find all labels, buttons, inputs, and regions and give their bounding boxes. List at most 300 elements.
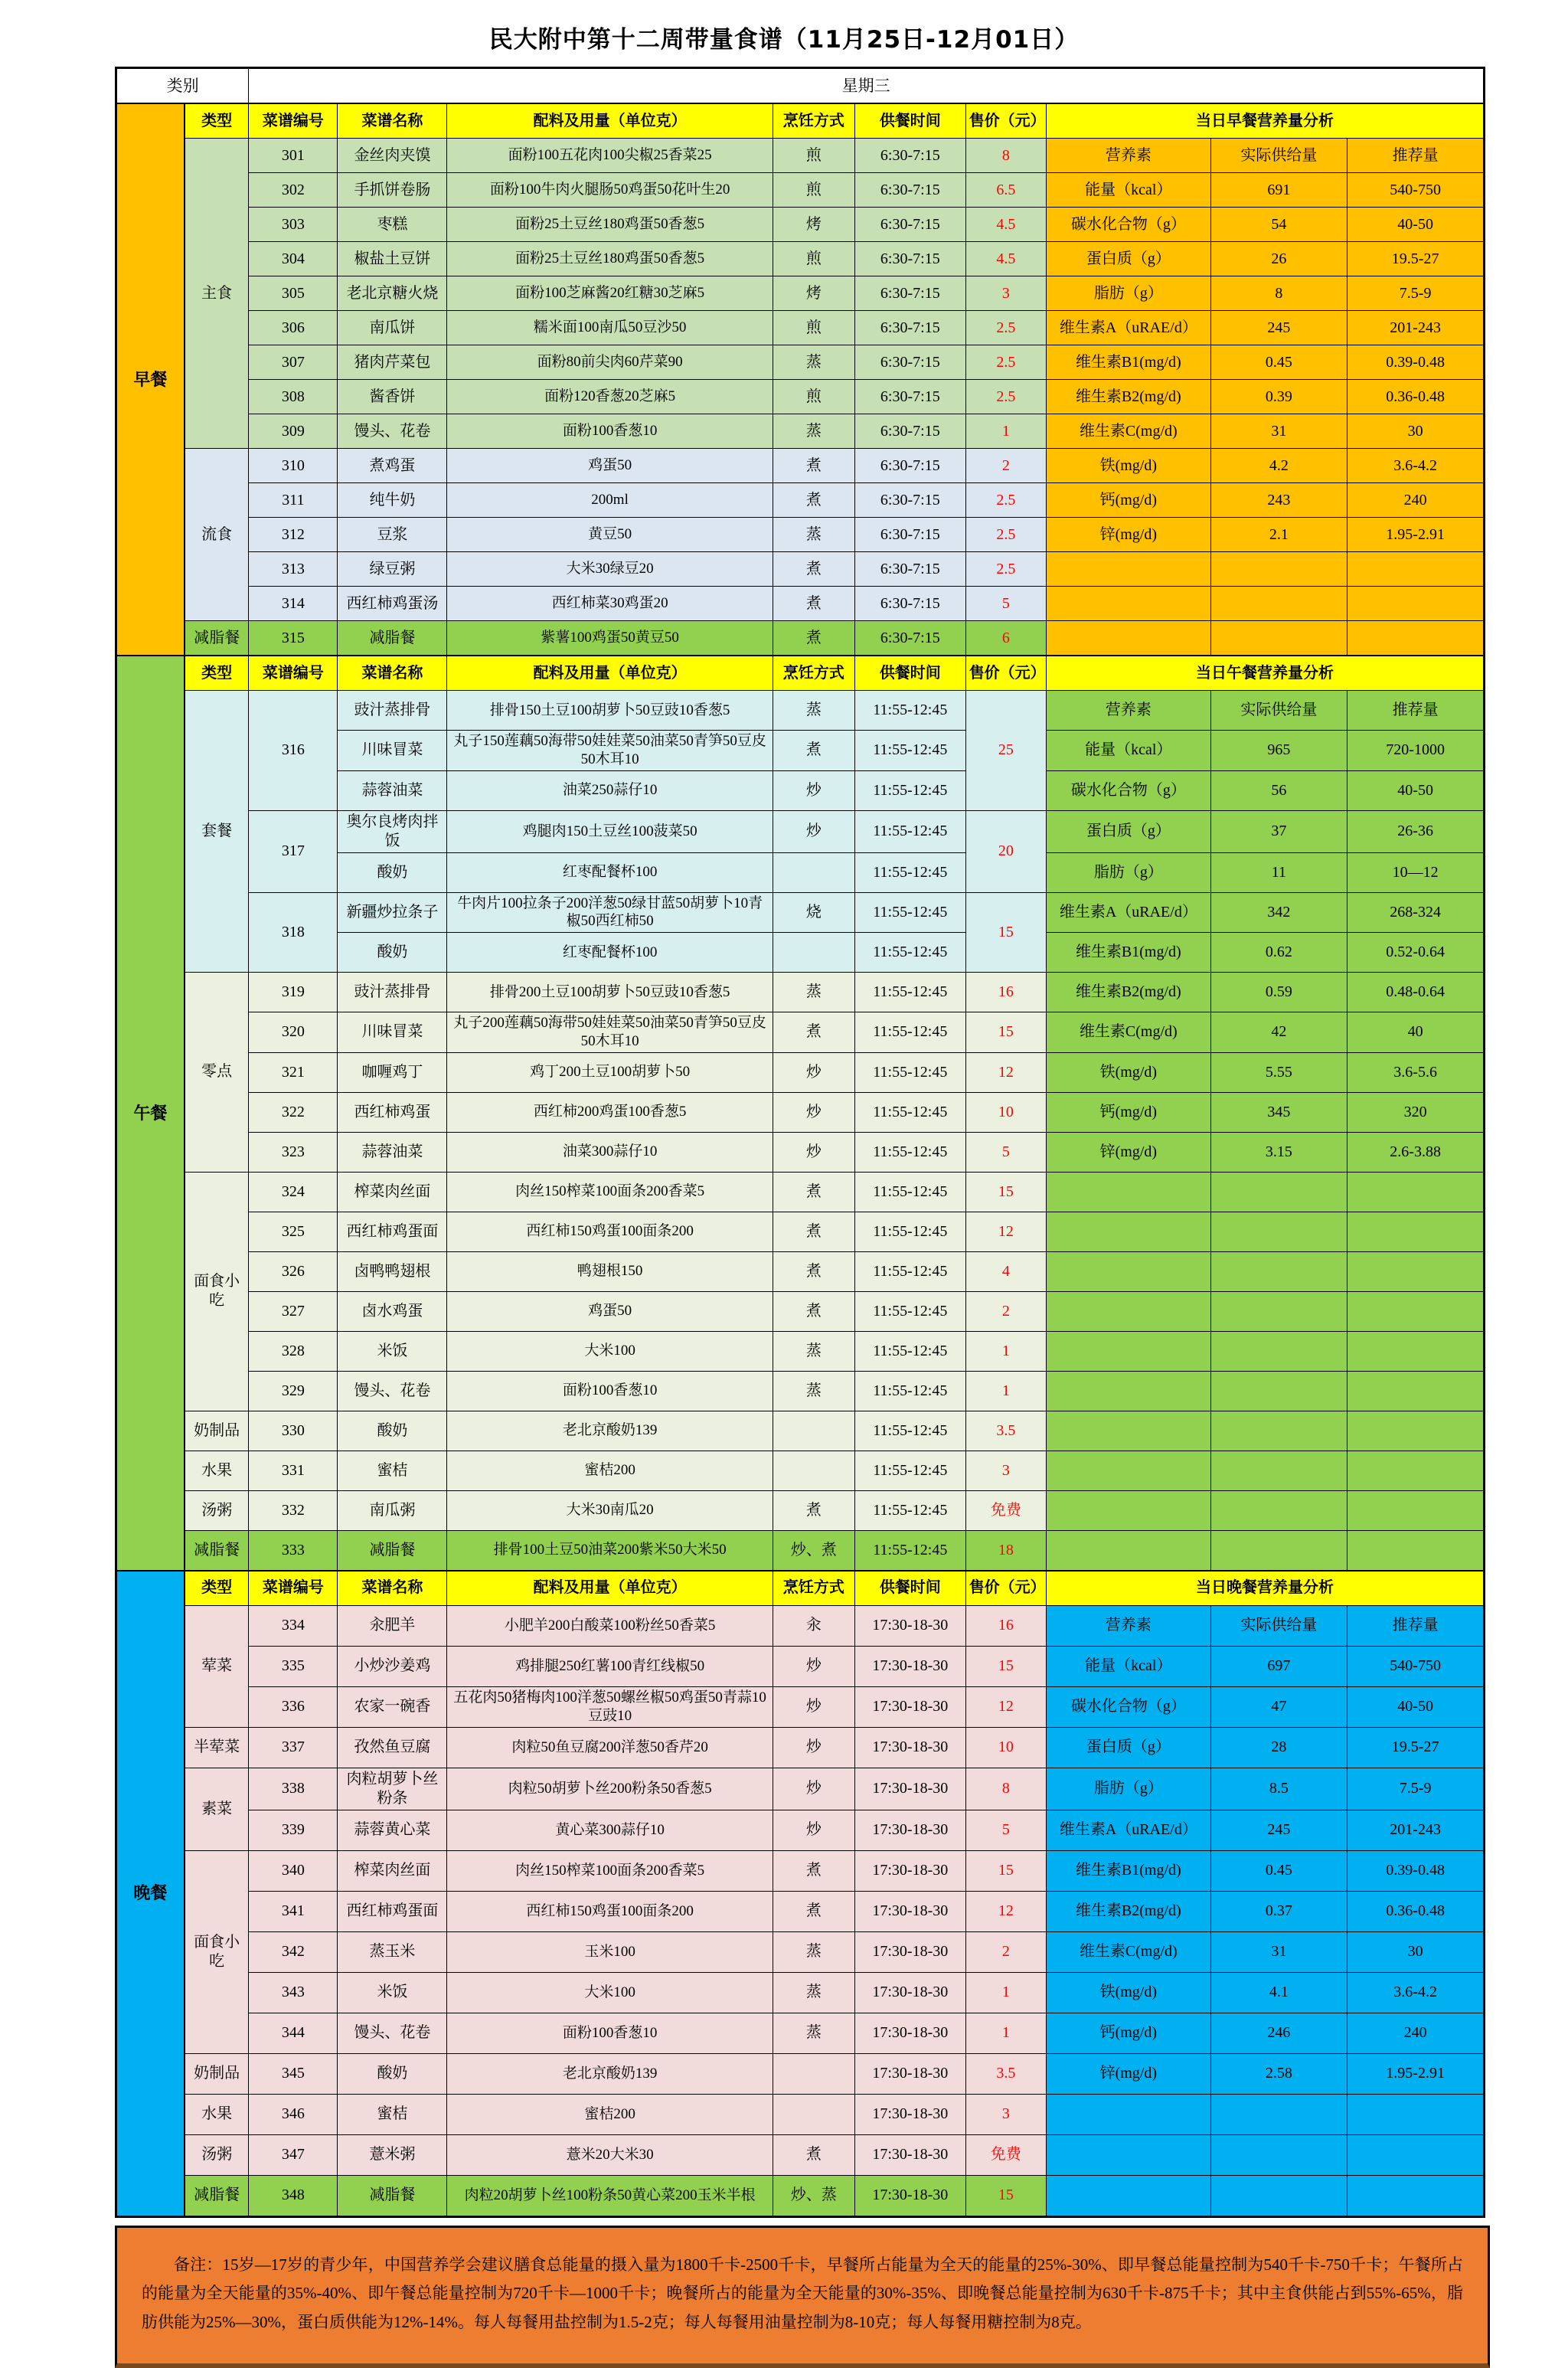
cooking-method: 蒸 bbox=[773, 518, 854, 552]
nutrition-empty bbox=[1047, 552, 1210, 587]
nutrient-recommended: 720-1000 bbox=[1348, 731, 1485, 771]
dish-name: 米饭 bbox=[338, 1331, 447, 1371]
dish-name: 纯牛奶 bbox=[338, 483, 447, 518]
dish-ingredients: 油菜250蒜仔10 bbox=[447, 770, 773, 810]
type-label: 减脂餐 bbox=[185, 2175, 249, 2216]
type-label: 主食 bbox=[185, 139, 249, 449]
dish-name: 农家一碗香 bbox=[338, 1686, 447, 1727]
dish-ingredients: 西红柿150鸡蛋100面条200 bbox=[447, 1891, 773, 1931]
dish-ingredients: 牛肉片100拉条子200洋葱50绿甘蓝50胡萝卜10青椒50西红柿50 bbox=[447, 892, 773, 933]
nutrition-empty bbox=[1047, 587, 1210, 621]
nutrition-empty bbox=[1210, 2094, 1348, 2134]
dish-id: 320 bbox=[249, 1012, 338, 1053]
col-header-name: 菜谱名称 bbox=[338, 656, 447, 691]
nutrient-recommended: 0.36-0.48 bbox=[1348, 1891, 1485, 1931]
price: 2.5 bbox=[965, 311, 1046, 345]
nutrient-actual: 246 bbox=[1210, 2013, 1348, 2053]
nutrient-recommended: 201-243 bbox=[1348, 1810, 1485, 1850]
dish-id: 319 bbox=[249, 973, 338, 1012]
dish-name: 川味冒菜 bbox=[338, 731, 447, 771]
nutrition-empty bbox=[1348, 1291, 1485, 1331]
dish-id: 324 bbox=[249, 1172, 338, 1212]
cooking-method: 煎 bbox=[773, 242, 854, 276]
nutrition-empty bbox=[1210, 621, 1348, 656]
nutrient-name: 维生素B1(mg/d) bbox=[1047, 345, 1210, 380]
dish-id: 344 bbox=[249, 2013, 338, 2053]
serving-time: 11:55-12:45 bbox=[854, 731, 965, 771]
price: 3.5 bbox=[965, 2053, 1046, 2094]
price: 3.5 bbox=[965, 1411, 1046, 1451]
serving-time: 6:30-7:15 bbox=[854, 449, 965, 483]
dish-name: 咖喱鸡丁 bbox=[338, 1052, 447, 1092]
dish-ingredients: 玉米100 bbox=[447, 1931, 773, 1972]
cooking-method: 蒸 bbox=[773, 691, 854, 731]
nutrition-col-header-1: 实际供给量 bbox=[1210, 691, 1348, 731]
dish-id: 314 bbox=[249, 587, 338, 621]
dish-id: 308 bbox=[249, 380, 338, 414]
type-label: 减脂餐 bbox=[185, 1530, 249, 1571]
dish-ingredients: 鸡排腿250红薯100青红线椒50 bbox=[447, 1646, 773, 1686]
nutrient-actual: 26 bbox=[1210, 242, 1348, 276]
nutrient-recommended: 40-50 bbox=[1348, 770, 1485, 810]
col-header-name: 菜谱名称 bbox=[338, 103, 447, 139]
nutrient-recommended: 0.36-0.48 bbox=[1348, 380, 1485, 414]
dish-ingredients: 大米30绿豆20 bbox=[447, 552, 773, 587]
dish-id: 337 bbox=[249, 1727, 338, 1768]
dish-ingredients: 面粉80前尖肉60芹菜90 bbox=[447, 345, 773, 380]
cooking-method: 煎 bbox=[773, 173, 854, 208]
nutrient-recommended: 19.5-27 bbox=[1348, 1727, 1485, 1768]
dish-ingredients: 鸡腿肉150土豆丝100菠菜50 bbox=[447, 810, 773, 852]
dish-ingredients: 面粉100香葱10 bbox=[447, 414, 773, 449]
serving-time: 11:55-12:45 bbox=[854, 1291, 965, 1331]
nutrient-recommended: 40-50 bbox=[1348, 208, 1485, 242]
dish-name: 奥尔良烤肉拌饭 bbox=[338, 810, 447, 852]
nutrient-recommended: 30 bbox=[1348, 1931, 1485, 1972]
dish-ingredients: 面粉100芝麻酱20红糖30芝麻5 bbox=[447, 276, 773, 311]
nutrition-empty bbox=[1210, 1451, 1348, 1490]
dish-name: 馒头、花卷 bbox=[338, 414, 447, 449]
analysis-header: 当日晚餐营养量分析 bbox=[1047, 1571, 1485, 1606]
nutrient-recommended: 0.48-0.64 bbox=[1348, 973, 1485, 1012]
col-header-method: 烹饪方式 bbox=[773, 1571, 854, 1606]
meal-label: 午餐 bbox=[116, 656, 185, 1571]
dish-id: 345 bbox=[249, 2053, 338, 2094]
cooking-method: 蒸 bbox=[773, 1371, 854, 1411]
nutrient-recommended: 40-50 bbox=[1348, 1686, 1485, 1727]
cooking-method bbox=[773, 2053, 854, 2094]
footer-note bbox=[115, 2226, 1490, 2368]
cooking-method: 蒸 bbox=[773, 1931, 854, 1972]
price: 2.5 bbox=[965, 345, 1046, 380]
dish-ingredients: 肉丝150榨菜100面条200香菜5 bbox=[447, 1172, 773, 1212]
dish-ingredients: 油菜300蒜仔10 bbox=[447, 1132, 773, 1172]
nutrient-name: 脂肪（g） bbox=[1047, 276, 1210, 311]
nutrient-name: 维生素B2(mg/d) bbox=[1047, 1891, 1210, 1931]
nutrient-recommended: 1.95-2.91 bbox=[1348, 518, 1485, 552]
dish-name: 老北京糖火烧 bbox=[338, 276, 447, 311]
price: 2.5 bbox=[965, 380, 1046, 414]
nutrition-empty bbox=[1047, 621, 1210, 656]
nutrition-empty bbox=[1348, 2094, 1485, 2134]
dish-id: 326 bbox=[249, 1251, 338, 1291]
dish-name: 椒盐土豆饼 bbox=[338, 242, 447, 276]
nutrient-recommended: 19.5-27 bbox=[1348, 242, 1485, 276]
serving-time: 6:30-7:15 bbox=[854, 139, 965, 173]
nutrient-actual: 342 bbox=[1210, 892, 1348, 933]
cooking-method: 炒、煮 bbox=[773, 1530, 854, 1571]
col-header-time: 供餐时间 bbox=[854, 656, 965, 691]
serving-time: 6:30-7:15 bbox=[854, 311, 965, 345]
nutrition-empty bbox=[1047, 2094, 1210, 2134]
cooking-method: 炒 bbox=[773, 1052, 854, 1092]
dish-id: 343 bbox=[249, 1972, 338, 2013]
col-header-ingredients: 配料及用量（单位克） bbox=[447, 103, 773, 139]
nutrition-empty bbox=[1348, 1212, 1485, 1251]
nutrient-name: 钙(mg/d) bbox=[1047, 2013, 1210, 2053]
serving-time: 6:30-7:15 bbox=[854, 552, 965, 587]
serving-time: 17:30-18-30 bbox=[854, 1727, 965, 1768]
price: 10 bbox=[965, 1092, 1046, 1132]
price: 1 bbox=[965, 414, 1046, 449]
dish-ingredients: 西红柿菜30鸡蛋20 bbox=[447, 587, 773, 621]
price: 4.5 bbox=[965, 208, 1046, 242]
dish-ingredients: 丸子150莲藕50海带50娃娃菜50油菜50青笋50豆皮50木耳10 bbox=[447, 731, 773, 771]
dish-ingredients: 面粉100五花肉100尖椒25香菜25 bbox=[447, 139, 773, 173]
nutrition-empty bbox=[1210, 1172, 1348, 1212]
price: 2.5 bbox=[965, 552, 1046, 587]
dish-ingredients: 蜜桔200 bbox=[447, 2094, 773, 2134]
nutrition-empty bbox=[1348, 621, 1485, 656]
cooking-method bbox=[773, 852, 854, 892]
dish-id: 311 bbox=[249, 483, 338, 518]
nutrient-name: 能量（kcal） bbox=[1047, 731, 1210, 771]
dish-id: 338 bbox=[249, 1768, 338, 1810]
nutrition-col-header-1: 实际供给量 bbox=[1210, 139, 1348, 173]
dish-ingredients: 排骨150土豆100胡萝卜50豆豉10香葱5 bbox=[447, 691, 773, 731]
dish-id: 304 bbox=[249, 242, 338, 276]
dish-ingredients: 五花肉50猪梅肉100洋葱50螺丝椒50鸡蛋50青蒜10豆豉10 bbox=[447, 1686, 773, 1727]
nutrient-actual: 31 bbox=[1210, 1931, 1348, 1972]
dish-name: 薏米粥 bbox=[338, 2134, 447, 2175]
cooking-method: 蒸 bbox=[773, 414, 854, 449]
dish-id: 305 bbox=[249, 276, 338, 311]
col-header-type: 类型 bbox=[185, 1571, 249, 1606]
nutrition-empty bbox=[1210, 1490, 1348, 1530]
price: 5 bbox=[965, 587, 1046, 621]
cooking-method: 煮 bbox=[773, 621, 854, 656]
serving-time: 6:30-7:15 bbox=[854, 483, 965, 518]
price: 2.5 bbox=[965, 518, 1046, 552]
dish-ingredients: 鸡蛋50 bbox=[447, 449, 773, 483]
price: 16 bbox=[965, 1605, 1046, 1646]
col-header-method: 烹饪方式 bbox=[773, 103, 854, 139]
nutrient-recommended: 7.5-9 bbox=[1348, 276, 1485, 311]
dish-name: 南瓜饼 bbox=[338, 311, 447, 345]
cooking-method: 炒 bbox=[773, 1727, 854, 1768]
nutrient-recommended: 540-750 bbox=[1348, 173, 1485, 208]
nutrient-actual: 0.37 bbox=[1210, 1891, 1348, 1931]
dish-ingredients: 红枣配餐杯100 bbox=[447, 852, 773, 892]
dish-name: 减脂餐 bbox=[338, 621, 447, 656]
cooking-method: 煮 bbox=[773, 1891, 854, 1931]
dish-id: 327 bbox=[249, 1291, 338, 1331]
nutrition-empty bbox=[1348, 1251, 1485, 1291]
cooking-method: 蒸 bbox=[773, 1331, 854, 1371]
dish-name: 酱香饼 bbox=[338, 380, 447, 414]
price: 12 bbox=[965, 1052, 1046, 1092]
type-label: 素菜 bbox=[185, 1768, 249, 1850]
price: 20 bbox=[965, 810, 1046, 892]
dish-id: 339 bbox=[249, 1810, 338, 1850]
nutrient-actual: 54 bbox=[1210, 208, 1348, 242]
dish-name: 猪肉芹菜包 bbox=[338, 345, 447, 380]
serving-time: 11:55-12:45 bbox=[854, 973, 965, 1012]
cooking-method: 煮 bbox=[773, 2134, 854, 2175]
serving-time: 17:30-18-30 bbox=[854, 1972, 965, 2013]
nutrition-empty bbox=[1348, 1371, 1485, 1411]
cooking-method: 蒸 bbox=[773, 1972, 854, 2013]
nutrient-name: 铁(mg/d) bbox=[1047, 449, 1210, 483]
nutrient-actual: 691 bbox=[1210, 173, 1348, 208]
cooking-method: 煎 bbox=[773, 311, 854, 345]
nutrient-actual: 4.2 bbox=[1210, 449, 1348, 483]
dish-id: 306 bbox=[249, 311, 338, 345]
price: 16 bbox=[965, 973, 1046, 1012]
nutrient-name: 维生素C(mg/d) bbox=[1047, 414, 1210, 449]
price: 1 bbox=[965, 1331, 1046, 1371]
nutrient-recommended: 30 bbox=[1348, 414, 1485, 449]
analysis-header: 当日午餐营养量分析 bbox=[1047, 656, 1485, 691]
dish-ingredients: 薏米20大米30 bbox=[447, 2134, 773, 2175]
price: 6 bbox=[965, 621, 1046, 656]
dish-name: 减脂餐 bbox=[338, 2175, 447, 2216]
serving-time: 6:30-7:15 bbox=[854, 242, 965, 276]
dish-ingredients: 面粉25土豆丝180鸡蛋50香葱5 bbox=[447, 242, 773, 276]
nutrition-empty bbox=[1210, 2134, 1348, 2175]
dish-name: 酸奶 bbox=[338, 1411, 447, 1451]
dish-id: 303 bbox=[249, 208, 338, 242]
nutrient-name: 维生素B2(mg/d) bbox=[1047, 380, 1210, 414]
serving-time: 11:55-12:45 bbox=[854, 1530, 965, 1571]
nutrient-actual: 0.59 bbox=[1210, 973, 1348, 1012]
dish-name: 西红柿鸡蛋 bbox=[338, 1092, 447, 1132]
nutrient-name: 蛋白质（g） bbox=[1047, 1727, 1210, 1768]
serving-time: 6:30-7:15 bbox=[854, 208, 965, 242]
dish-name: 蒜蓉黄心菜 bbox=[338, 1810, 447, 1850]
dish-name: 卤水鸡蛋 bbox=[338, 1291, 447, 1331]
dish-id: 317 bbox=[249, 810, 338, 892]
nutrient-name: 锌(mg/d) bbox=[1047, 2053, 1210, 2094]
nutrient-actual: 0.62 bbox=[1210, 933, 1348, 973]
price: 12 bbox=[965, 1686, 1046, 1727]
dish-ingredients: 西红柿150鸡蛋100面条200 bbox=[447, 1212, 773, 1251]
dish-id: 348 bbox=[249, 2175, 338, 2216]
dish-id: 325 bbox=[249, 1212, 338, 1251]
dish-id: 331 bbox=[249, 1451, 338, 1490]
nutrient-actual: 965 bbox=[1210, 731, 1348, 771]
dish-name: 孜然鱼豆腐 bbox=[338, 1727, 447, 1768]
nutrient-name: 钙(mg/d) bbox=[1047, 1092, 1210, 1132]
cooking-method: 炒 bbox=[773, 1686, 854, 1727]
dish-name: 蜜桔 bbox=[338, 1451, 447, 1490]
nutrition-empty bbox=[1210, 1530, 1348, 1571]
col-header-type: 类型 bbox=[185, 103, 249, 139]
dish-id: 330 bbox=[249, 1411, 338, 1451]
dish-name: 绿豆粥 bbox=[338, 552, 447, 587]
cooking-method: 煮 bbox=[773, 1490, 854, 1530]
serving-time: 11:55-12:45 bbox=[854, 691, 965, 731]
dish-name: 豉汁蒸排骨 bbox=[338, 691, 447, 731]
dish-ingredients: 面粉120香葱20芝麻5 bbox=[447, 380, 773, 414]
cooking-method: 炒 bbox=[773, 1646, 854, 1686]
footer-note-text: 备注：15岁—17岁的青少年，中国营养学会建议膳食总能量的摄入量为1800千卡-2500千卡，早餐所占能量为全天的能量的25%-30%、即早餐总能量控制为540千卡-750千卡；午餐所占的能量为全天能量的35%-40%、即午餐总能量控制为720千卡—1000千卡；晚餐所占的能量为全天能量的30%-35%、即晚餐总能量控制为630千卡-875千卡；其中主食供能占到55%-65%，脂肪供能为25%—30%，蛋白质供能为12%-14%。每人每餐用盐控制为1.5-2克；每人每餐用油量控制为8-10克；每人每餐用糖控制为8克。 bbox=[142, 2255, 1463, 2332]
nutrient-name: 蛋白质（g） bbox=[1047, 810, 1210, 852]
nutrient-name: 铁(mg/d) bbox=[1047, 1052, 1210, 1092]
col-header-name: 菜谱名称 bbox=[338, 1571, 447, 1606]
dish-ingredients: 面粉25土豆丝180鸡蛋50香葱5 bbox=[447, 208, 773, 242]
nutrition-empty bbox=[1047, 1212, 1210, 1251]
serving-time: 17:30-18-30 bbox=[854, 2013, 965, 2053]
dish-ingredients: 丸子200莲藕50海带50娃娃菜50油菜50青笋50豆皮50木耳10 bbox=[447, 1012, 773, 1053]
serving-time: 11:55-12:45 bbox=[854, 1331, 965, 1371]
category-header: 类别 bbox=[116, 68, 249, 104]
dish-name: 卤鸭鸭翅根 bbox=[338, 1251, 447, 1291]
menu-table bbox=[115, 67, 1485, 2218]
serving-time: 11:55-12:45 bbox=[854, 852, 965, 892]
type-label: 半荤菜 bbox=[185, 1727, 249, 1768]
dish-ingredients: 肉粒50胡萝卜丝200粉条50香葱5 bbox=[447, 1768, 773, 1810]
dish-id: 321 bbox=[249, 1052, 338, 1092]
dish-name: 枣糕 bbox=[338, 208, 447, 242]
serving-time: 11:55-12:45 bbox=[854, 1411, 965, 1451]
day-header: 星期三 bbox=[249, 68, 1485, 104]
serving-time: 17:30-18-30 bbox=[854, 1931, 965, 1972]
nutrient-recommended: 540-750 bbox=[1348, 1646, 1485, 1686]
nutrition-col-header-2: 推荐量 bbox=[1348, 139, 1485, 173]
serving-time: 11:55-12:45 bbox=[854, 892, 965, 933]
serving-time: 11:55-12:45 bbox=[854, 1371, 965, 1411]
dish-id: 313 bbox=[249, 552, 338, 587]
cooking-method: 炒 bbox=[773, 1092, 854, 1132]
price: 3 bbox=[965, 2094, 1046, 2134]
dish-ingredients: 面粉100香葱10 bbox=[447, 1371, 773, 1411]
cooking-method: 炒 bbox=[773, 770, 854, 810]
cooking-method: 蒸 bbox=[773, 345, 854, 380]
nutrient-recommended: 2.6-3.88 bbox=[1348, 1132, 1485, 1172]
cooking-method: 炒 bbox=[773, 1132, 854, 1172]
nutrition-empty bbox=[1210, 1251, 1348, 1291]
dish-name: 榨菜肉丝面 bbox=[338, 1850, 447, 1891]
nutrition-empty bbox=[1348, 1451, 1485, 1490]
cooking-method bbox=[773, 933, 854, 973]
cooking-method: 煮 bbox=[773, 1291, 854, 1331]
dish-id: 309 bbox=[249, 414, 338, 449]
serving-time: 11:55-12:45 bbox=[854, 810, 965, 852]
dish-name: 新疆炒拉条子 bbox=[338, 892, 447, 933]
nutrition-empty bbox=[1348, 1331, 1485, 1371]
menu-table-body bbox=[116, 68, 1485, 2217]
dish-name: 小炒沙姜鸡 bbox=[338, 1646, 447, 1686]
dish-id: 316 bbox=[249, 691, 338, 811]
type-label: 流食 bbox=[185, 449, 249, 621]
cooking-method: 煎 bbox=[773, 139, 854, 173]
dish-name: 米饭 bbox=[338, 1972, 447, 2013]
nutrition-empty bbox=[1348, 587, 1485, 621]
serving-time: 6:30-7:15 bbox=[854, 621, 965, 656]
dish-name: 馒头、花卷 bbox=[338, 2013, 447, 2053]
nutrient-recommended: 0.52-0.64 bbox=[1348, 933, 1485, 973]
cooking-method: 蒸 bbox=[773, 973, 854, 1012]
dish-ingredients: 黄心菜300蒜仔10 bbox=[447, 1810, 773, 1850]
type-label: 汤粥 bbox=[185, 2134, 249, 2175]
nutrition-empty bbox=[1210, 587, 1348, 621]
nutrient-recommended: 3.6-5.6 bbox=[1348, 1052, 1485, 1092]
nutrient-actual: 243 bbox=[1210, 483, 1348, 518]
dish-ingredients: 老北京酸奶139 bbox=[447, 2053, 773, 2094]
dish-name: 西红柿鸡蛋面 bbox=[338, 1212, 447, 1251]
dish-id: 315 bbox=[249, 621, 338, 656]
price: 1 bbox=[965, 1371, 1046, 1411]
nutrition-empty bbox=[1047, 1530, 1210, 1571]
dish-name: 减脂餐 bbox=[338, 1530, 447, 1571]
nutrition-col-header-1: 实际供给量 bbox=[1210, 1605, 1348, 1646]
dish-id: 322 bbox=[249, 1092, 338, 1132]
nutrient-name: 维生素A（uRAE/d） bbox=[1047, 311, 1210, 345]
dish-ingredients: 大米100 bbox=[447, 1331, 773, 1371]
analysis-header: 当日早餐营养量分析 bbox=[1047, 103, 1485, 139]
price: 10 bbox=[965, 1727, 1046, 1768]
serving-time: 17:30-18-30 bbox=[854, 2053, 965, 2094]
nutrient-actual: 11 bbox=[1210, 852, 1348, 892]
dish-id: 341 bbox=[249, 1891, 338, 1931]
dish-id: 318 bbox=[249, 892, 338, 973]
serving-time: 11:55-12:45 bbox=[854, 1212, 965, 1251]
nutrient-name: 维生素B1(mg/d) bbox=[1047, 933, 1210, 973]
nutrient-actual: 245 bbox=[1210, 1810, 1348, 1850]
nutrient-name: 碳水化合物（g） bbox=[1047, 770, 1210, 810]
cooking-method bbox=[773, 1411, 854, 1451]
nutrient-name: 碳水化合物（g） bbox=[1047, 208, 1210, 242]
nutrition-empty bbox=[1210, 1411, 1348, 1451]
serving-time: 11:55-12:45 bbox=[854, 770, 965, 810]
dish-name: 蒜蓉油菜 bbox=[338, 1132, 447, 1172]
serving-time: 11:55-12:45 bbox=[854, 1132, 965, 1172]
type-label: 零点 bbox=[185, 973, 249, 1173]
dish-ingredients: 200ml bbox=[447, 483, 773, 518]
price: 3 bbox=[965, 276, 1046, 311]
price: 15 bbox=[965, 1012, 1046, 1053]
nutrient-actual: 2.1 bbox=[1210, 518, 1348, 552]
nutrition-empty bbox=[1348, 1490, 1485, 1530]
dish-name: 肉粒胡萝卜丝粉条 bbox=[338, 1768, 447, 1810]
price: 4.5 bbox=[965, 242, 1046, 276]
serving-time: 17:30-18-30 bbox=[854, 1686, 965, 1727]
dish-ingredients: 排骨200土豆100胡萝卜50豆豉10香葱5 bbox=[447, 973, 773, 1012]
price: 15 bbox=[965, 1646, 1046, 1686]
nutrition-col-header-2: 推荐量 bbox=[1348, 691, 1485, 731]
nutrient-recommended: 320 bbox=[1348, 1092, 1485, 1132]
dish-ingredients: 鸡丁200土豆100胡萝卜50 bbox=[447, 1052, 773, 1092]
cooking-method: 煮 bbox=[773, 1012, 854, 1053]
price: 2.5 bbox=[965, 483, 1046, 518]
dish-id: 307 bbox=[249, 345, 338, 380]
nutrient-name: 能量（kcal） bbox=[1047, 1646, 1210, 1686]
dish-ingredients: 大米100 bbox=[447, 1972, 773, 2013]
nutrient-name: 碳水化合物（g） bbox=[1047, 1686, 1210, 1727]
dish-name: 榨菜肉丝面 bbox=[338, 1172, 447, 1212]
dish-id: 301 bbox=[249, 139, 338, 173]
